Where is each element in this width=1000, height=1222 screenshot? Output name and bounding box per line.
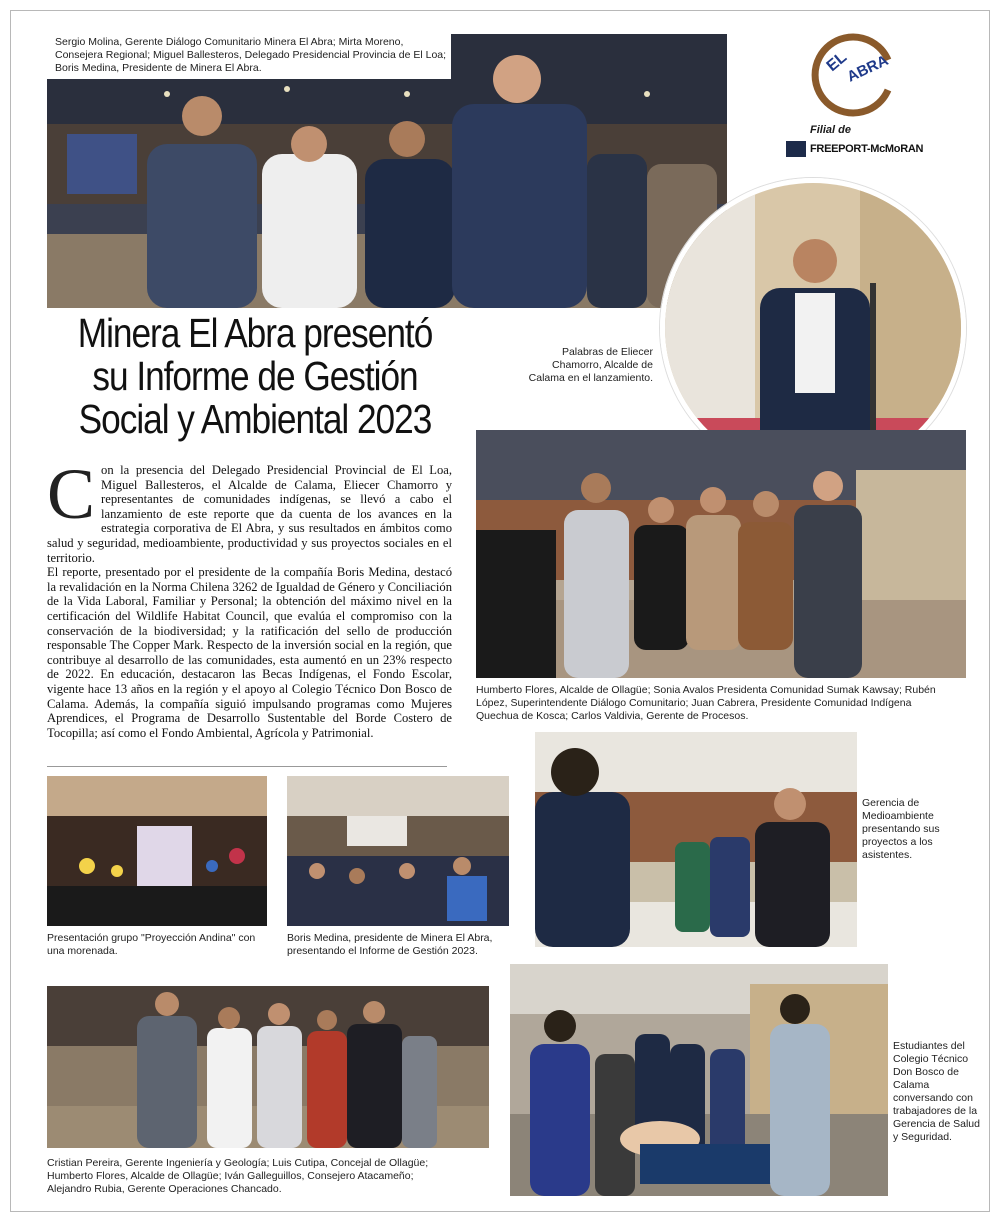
middle-group-photo — [476, 430, 966, 678]
title-line-2: su Informe de Gestión — [92, 353, 418, 399]
dropcap: C — [47, 454, 96, 534]
freeport-label: FREEPORT-McMoRAN — [810, 143, 924, 155]
top-caption: Sergio Molina, Gerente Diálogo Comunitario Minera El Abra; Mirta Moreno, Consejera Regional; Miguel Ballesteros, Delegado Presidencial Provincia de El Loa; Boris Medina, Presidente de Minera El Abra. — [47, 34, 451, 79]
article-body — [47, 454, 452, 740]
group-bottom-caption: Cristian Pereira, Gerente Ingeniería y Geología; Luis Cutipa, Concejal de Ollagüe; Humberto Flores, Alcalde de Ollagüe; Iván Galleguillos, Consejero Atacameño; Alejandro Rubia, Gerente Operaciones Chancado. — [47, 1157, 429, 1195]
estudiantes-photo — [510, 964, 888, 1196]
svg-text:EL: EL — [823, 48, 851, 76]
bottom-group-photo — [47, 986, 489, 1148]
freeport-logo — [786, 140, 923, 158]
paragraph-1: on la presencia del Delegado Presidencial Provincial de El Loa, Miguel Ballesteros, el Alcalde de Calama, Eliecer Chamorro y representantes de comunidades indígenas, se llevó a cabo el lanzamiento de este reporte que da cuenta de los avances en la estrategia corporativa de El Abra, y sus resultados en ámbitos como salud y seguridad, medioambiente, productividad y sus proyectos sociales en el territorio. — [47, 463, 452, 565]
group-middle-caption: Humberto Flores, Alcalde de Ollagüe; Sonia Avalos Presidenta Comunidad Sumak Kawsay; Rubén López, Superintendente Diálogo Comunitario; Juan Cabrera, Presidente Comunidad Indígena Quechua de Kosca; Carlos Valdivia, Gerente de Procesos. — [476, 684, 936, 722]
title-line-3: Social y Ambiental 2023 — [78, 396, 432, 442]
svg-text:ABRA: ABRA — [844, 51, 891, 86]
estudiantes-caption: Estudiantes del Colegio Técnico Don Bosco de Calama conversando con trabajadores de la Gerencia de Salud y Seguridad. — [893, 1040, 980, 1143]
paragraph-2: El reporte, presentado por el presidente de la compañía Boris Medina, destacó la revalidación en la Norma Chilena 3262 de Igualdad de Género y Conciliación de la Vida Laboral, Familiar y Personal; la obtención del máximo nivel en la certificación del Wildlife Habitat Council, que evalúa el compromiso con la conservación de la biodiversidad; y la ratificación del sello de producción responsable The Copper Mark. Respecto de la inversión social en la región, que contribuye al desarrollo de las comunidades, esta aumentó en un 23% respecto de 2022. En educación, destacaron las Becas Indígenas, el Fondo Escolar, vigente hace 13 años en la región y el apoyo al Colegio Técnico Don Bosco de Calama. Además, la compañía siguió impulsando programas como Mujeres Aprendices, el Programa de Desarrollo Sustentable del Borde Costero de Tocopilla; así como el Fondo Ambiental, Agrícola y Patrimonial. — [47, 565, 452, 740]
title-line-1: Minera El Abra presentó — [77, 310, 433, 356]
medioambiente-caption: Gerencia de Medioambiente presentando sus proyectos a los asistentes. — [862, 797, 940, 861]
chamorro-caption: Palabras de Eliecer Chamorro, Alcalde de Calama en el lanzamiento. — [528, 346, 653, 384]
filial-label: Filial de — [810, 124, 851, 136]
divider — [47, 766, 447, 767]
medioambiente-photo — [535, 732, 857, 947]
boris-medina-caption: Boris Medina, presidente de Minera El Abra, presentando el Informe de Gestión 2023. — [287, 932, 493, 957]
freeport-mark-icon — [786, 141, 806, 157]
el-abra-logo — [810, 30, 898, 118]
article-title — [70, 312, 440, 441]
proyeccion-andina-caption: Presentación grupo "Proyección Andina" con una morenada. — [47, 932, 256, 957]
boris-medina-photo — [287, 776, 509, 926]
proyeccion-andina-photo — [47, 776, 267, 926]
